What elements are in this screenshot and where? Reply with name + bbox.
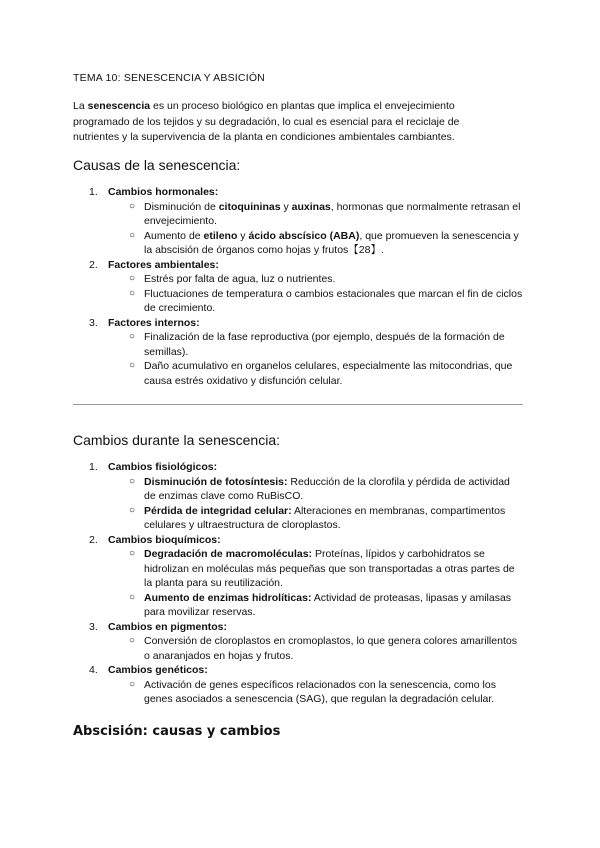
- sub-item: [73, 591, 523, 620]
- item-heading: Factores ambientales:: [108, 258, 219, 271]
- bullet-icon: ○: [129, 504, 136, 516]
- heading-cambios: Cambios durante la senescencia:: [73, 432, 281, 448]
- heading-causas: Causas de la senescencia:: [73, 157, 241, 173]
- intro-post: es un proceso biológico en plantas que implica el envejecimiento programado de los tejidos y su degradación, lo cual es esencial para el reciclaje de nutrientes y la supervivencia de la planta en condiciones ambientales cambiantes.: [73, 100, 460, 143]
- bullet-icon: ○: [129, 360, 136, 371]
- sub-item: [73, 229, 523, 258]
- bold-term: citoquininas: [218, 200, 281, 213]
- item-number: 3.: [89, 620, 98, 633]
- bullet-icon: ○: [129, 635, 136, 646]
- text: Activación de genes específicos relacionados con la senescencia, como los genes asociados a senescencia (SAG), que regulan la degradación celular.: [144, 678, 496, 705]
- bold-term: Degradación de macromoléculas:: [144, 548, 313, 560]
- sub-item: [73, 504, 523, 533]
- section-divider: [73, 404, 523, 405]
- item-heading: Factores internos:: [108, 316, 200, 329]
- bullet-icon: ○: [129, 475, 136, 487]
- text: Disminución de: [144, 200, 219, 213]
- sub-item: [73, 547, 523, 591]
- bold-term: Aumento de enzimas hidrolíticas:: [144, 591, 312, 604]
- bold-term: Disminución de fotosíntesis:: [144, 475, 288, 488]
- item-heading: Cambios genéticos:: [108, 664, 208, 676]
- sub-item: [73, 287, 523, 316]
- item-number: 2.: [89, 533, 98, 546]
- sub-item: [73, 200, 523, 229]
- text: Aumento de: [144, 229, 204, 242]
- text: Actividad de proteasas, lipasas y amilasas para movilizar reservas.: [144, 591, 512, 618]
- item-heading: Cambios hormonales:: [108, 186, 219, 198]
- text: y: [280, 200, 292, 213]
- item-number: 2.: [89, 258, 98, 271]
- item-number: 4.: [89, 664, 98, 676]
- sub-item: [73, 272, 523, 287]
- list-cambios: [73, 460, 523, 707]
- bullet-icon: ○: [129, 331, 136, 342]
- text: Daño acumulativo en organelos celulares, especialmente las mitocondrias, que causa estrés oxidativo y disfunción celular.: [144, 360, 513, 387]
- text: y: [237, 229, 249, 242]
- intro-term: senescencia: [87, 100, 151, 112]
- list-item: [73, 663, 523, 678]
- sub-item: [73, 359, 523, 388]
- bullet-icon: ○: [129, 678, 136, 690]
- item-heading: Cambios fisiológicos:: [108, 461, 218, 473]
- bold-term: auxinas: [291, 200, 331, 213]
- text: Conversión de cloroplastos en cromoplastos, lo que genera colores amarillentos o anaranjados en hojas y frutos.: [144, 635, 517, 662]
- item-heading: Cambios bioquímicos:: [108, 533, 221, 546]
- bold-term: Pérdida de integridad celular:: [144, 504, 292, 517]
- text: Fluctuaciones de temperatura o cambios estacionales que marcan el fin de ciclos de crecimiento.: [144, 287, 523, 314]
- text: Estrés por falta de agua, luz o nutrientes.: [144, 273, 336, 285]
- bullet-icon: ○: [129, 287, 136, 299]
- intro-paragraph: [73, 99, 503, 146]
- text: Reducción de la clorofila y pérdida de actividad de enzimas clave como RuBisCO.: [144, 475, 510, 502]
- sub-item: [73, 330, 523, 359]
- document-title: TEMA 10: SENESCENCIA Y ABSICIÓN: [73, 72, 265, 84]
- bullet-icon: ○: [129, 548, 136, 559]
- list-item: [73, 533, 523, 548]
- list-causas: [73, 185, 523, 388]
- bullet-icon: ○: [129, 200, 136, 212]
- intro-pre: La: [73, 100, 88, 112]
- bold-term: ácido abscísico (ABA): [248, 229, 360, 242]
- sub-item: [73, 678, 523, 707]
- heading-abscision: Abscisión: causas y cambios: [73, 724, 281, 739]
- item-number: 1.: [89, 186, 98, 198]
- sub-item: [73, 634, 523, 663]
- bullet-icon: ○: [129, 591, 136, 603]
- list-item: [73, 620, 523, 635]
- list-item: [73, 258, 523, 273]
- list-item: [73, 316, 523, 331]
- bullet-icon: ○: [129, 229, 136, 241]
- item-heading: Cambios en pigmentos:: [108, 620, 228, 633]
- bullet-icon: ○: [129, 273, 136, 284]
- text: Alteraciones en membranas, compartimentos celulares y ultraestructura de cloroplastos.: [144, 504, 506, 531]
- text: , que promueven la senescencia y la abscisión de órganos como hojas y frutos【28】.: [144, 229, 519, 256]
- list-item: [73, 460, 523, 475]
- text: Finalización de la fase reproductiva (por ejemplo, después de la formación de semillas).: [144, 331, 505, 358]
- text: , hormonas que normalmente retrasan el envejecimiento.: [144, 200, 521, 227]
- bold-term: etileno: [203, 229, 238, 242]
- item-number: 3.: [89, 316, 98, 329]
- item-number: 1.: [89, 461, 98, 473]
- sub-item: [73, 475, 523, 504]
- list-item: [73, 185, 523, 200]
- text: Proteínas, lípidos y carbohidratos se hidrolizan en moléculas más pequeñas que son transportadas a otras partes de la planta para su reutilización.: [144, 548, 515, 589]
